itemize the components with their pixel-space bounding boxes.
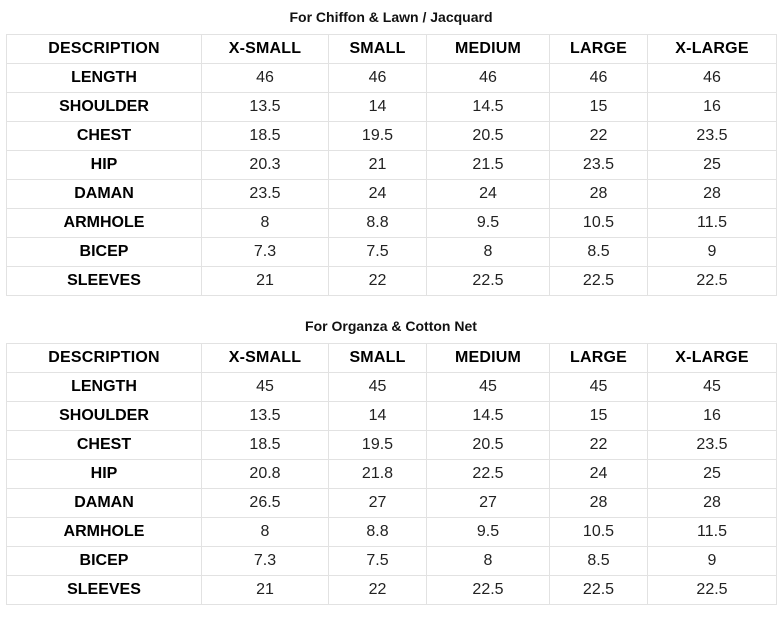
measurement-cell: 22 <box>329 576 427 605</box>
measurement-cell: 8.8 <box>329 209 427 238</box>
column-header: X-LARGE <box>648 35 777 64</box>
measurement-cell: 28 <box>648 489 777 518</box>
table-row <box>7 576 777 605</box>
measurement-cell: 21 <box>202 267 329 296</box>
table-row <box>7 518 777 547</box>
measurement-cell: 46 <box>648 64 777 93</box>
measurement-cell: 8 <box>427 238 550 267</box>
measurement-cell: 8.8 <box>329 518 427 547</box>
measurement-cell: 9.5 <box>427 209 550 238</box>
measurement-cell: 15 <box>550 402 648 431</box>
measurement-cell: 7.5 <box>329 547 427 576</box>
measurement-cell: 23.5 <box>648 122 777 151</box>
measurement-cell: 25 <box>648 460 777 489</box>
row-label: SHOULDER <box>7 402 202 431</box>
row-label: DAMAN <box>7 180 202 209</box>
measurement-cell: 9.5 <box>427 518 550 547</box>
measurement-cell: 22.5 <box>648 267 777 296</box>
measurement-cell: 20.5 <box>427 431 550 460</box>
measurement-cell: 14 <box>329 402 427 431</box>
row-label: SLEEVES <box>7 267 202 296</box>
column-header: LARGE <box>550 344 648 373</box>
measurement-cell: 45 <box>329 373 427 402</box>
column-header: MEDIUM <box>427 344 550 373</box>
measurement-cell: 20.3 <box>202 151 329 180</box>
chiffon-lawn-size-section <box>6 0 776 296</box>
measurement-cell: 22 <box>550 431 648 460</box>
row-label: BICEP <box>7 238 202 267</box>
table-row <box>7 547 777 576</box>
measurement-cell: 14.5 <box>427 93 550 122</box>
column-header: MEDIUM <box>427 35 550 64</box>
measurement-cell: 46 <box>329 64 427 93</box>
row-label: HIP <box>7 151 202 180</box>
section-title: For Organza & Cotton Net <box>305 318 477 334</box>
column-header: DESCRIPTION <box>7 35 202 64</box>
measurement-cell: 10.5 <box>550 518 648 547</box>
measurement-cell: 22.5 <box>427 267 550 296</box>
measurement-cell: 21 <box>329 151 427 180</box>
measurement-cell: 45 <box>427 373 550 402</box>
measurement-cell: 24 <box>550 460 648 489</box>
row-label: HIP <box>7 460 202 489</box>
row-label: SLEEVES <box>7 576 202 605</box>
measurement-cell: 28 <box>648 180 777 209</box>
row-label: DAMAN <box>7 489 202 518</box>
column-header: X-SMALL <box>202 344 329 373</box>
measurement-cell: 28 <box>550 489 648 518</box>
measurement-cell: 16 <box>648 93 777 122</box>
measurement-cell: 14.5 <box>427 402 550 431</box>
measurement-cell: 21 <box>202 576 329 605</box>
table-row <box>7 93 777 122</box>
measurement-cell: 16 <box>648 402 777 431</box>
measurement-cell: 8 <box>427 547 550 576</box>
table-row <box>7 238 777 267</box>
row-label: CHEST <box>7 122 202 151</box>
table-row <box>7 489 777 518</box>
row-label: LENGTH <box>7 64 202 93</box>
measurement-cell: 45 <box>202 373 329 402</box>
table-row <box>7 151 777 180</box>
column-header: SMALL <box>329 344 427 373</box>
measurement-cell: 19.5 <box>329 431 427 460</box>
column-header: DESCRIPTION <box>7 344 202 373</box>
measurement-cell: 22.5 <box>550 267 648 296</box>
measurement-cell: 22 <box>550 122 648 151</box>
measurement-cell: 20.8 <box>202 460 329 489</box>
measurement-cell: 14 <box>329 93 427 122</box>
measurement-cell: 46 <box>550 64 648 93</box>
table-header-row <box>7 344 777 373</box>
measurement-cell: 8 <box>202 518 329 547</box>
measurement-cell: 22 <box>329 267 427 296</box>
measurement-cell: 46 <box>202 64 329 93</box>
row-label: BICEP <box>7 547 202 576</box>
measurement-cell: 13.5 <box>202 93 329 122</box>
measurement-cell: 24 <box>329 180 427 209</box>
column-header: LARGE <box>550 35 648 64</box>
measurement-cell: 22.5 <box>550 576 648 605</box>
measurement-cell: 22.5 <box>427 576 550 605</box>
table-header-row <box>7 35 777 64</box>
measurement-cell: 45 <box>550 373 648 402</box>
table-row <box>7 209 777 238</box>
measurement-cell: 9 <box>648 547 777 576</box>
table-row <box>7 460 777 489</box>
measurement-cell: 21.5 <box>427 151 550 180</box>
measurement-cell: 22.5 <box>427 460 550 489</box>
table-row <box>7 402 777 431</box>
measurement-cell: 8.5 <box>550 547 648 576</box>
table-row <box>7 64 777 93</box>
measurement-cell: 13.5 <box>202 402 329 431</box>
measurement-cell: 28 <box>550 180 648 209</box>
measurement-cell: 23.5 <box>648 431 777 460</box>
table-row <box>7 267 777 296</box>
column-header: X-LARGE <box>648 344 777 373</box>
measurement-cell: 19.5 <box>329 122 427 151</box>
measurement-cell: 8 <box>202 209 329 238</box>
measurement-cell: 18.5 <box>202 122 329 151</box>
row-label: SHOULDER <box>7 93 202 122</box>
measurement-cell: 7.3 <box>202 238 329 267</box>
measurement-cell: 10.5 <box>550 209 648 238</box>
size-table <box>6 34 777 296</box>
measurement-cell: 46 <box>427 64 550 93</box>
measurement-cell: 21.8 <box>329 460 427 489</box>
measurement-cell: 22.5 <box>648 576 777 605</box>
measurement-cell: 23.5 <box>550 151 648 180</box>
table-row <box>7 373 777 402</box>
measurement-cell: 24 <box>427 180 550 209</box>
measurement-cell: 8.5 <box>550 238 648 267</box>
table-row <box>7 431 777 460</box>
measurement-cell: 7.3 <box>202 547 329 576</box>
organza-cotton-net-size-section <box>6 309 776 605</box>
row-label: ARMHOLE <box>7 518 202 547</box>
measurement-cell: 9 <box>648 238 777 267</box>
row-label: ARMHOLE <box>7 209 202 238</box>
measurement-cell: 18.5 <box>202 431 329 460</box>
column-header: SMALL <box>329 35 427 64</box>
measurement-cell: 26.5 <box>202 489 329 518</box>
row-label: LENGTH <box>7 373 202 402</box>
size-table <box>6 343 777 605</box>
measurement-cell: 27 <box>329 489 427 518</box>
table-row <box>7 180 777 209</box>
measurement-cell: 27 <box>427 489 550 518</box>
measurement-cell: 23.5 <box>202 180 329 209</box>
measurement-cell: 45 <box>648 373 777 402</box>
measurement-cell: 20.5 <box>427 122 550 151</box>
table-row <box>7 122 777 151</box>
section-title: For Chiffon & Lawn / Jacquard <box>289 9 493 25</box>
column-header: X-SMALL <box>202 35 329 64</box>
measurement-cell: 25 <box>648 151 777 180</box>
measurement-cell: 11.5 <box>648 518 777 547</box>
measurement-cell: 11.5 <box>648 209 777 238</box>
row-label: CHEST <box>7 431 202 460</box>
measurement-cell: 15 <box>550 93 648 122</box>
measurement-cell: 7.5 <box>329 238 427 267</box>
